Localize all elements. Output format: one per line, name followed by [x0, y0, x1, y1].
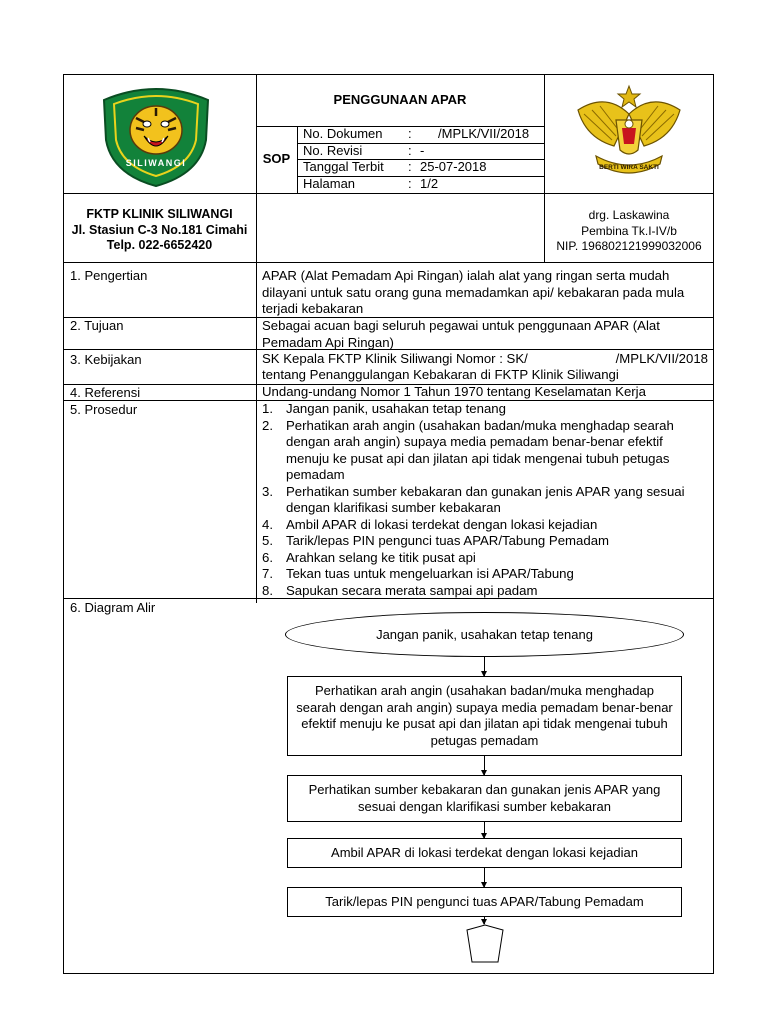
list-item: [262, 517, 702, 534]
meta-sep: :: [408, 159, 412, 174]
flow-step-text: Ambil APAR di lokasi terdekat dengan lokasi kejadian: [331, 844, 638, 860]
section-text-tujuan: Sebagai acuan bagi seluruh pegawai untuk penggunaan APAR (Alat Pemadam Api Ringan): [262, 318, 660, 350]
document-title: PENGGUNAAN APAR: [333, 92, 467, 107]
flow-step-box: [287, 838, 682, 868]
flow-arrow: [484, 868, 485, 887]
signatory-rank: Pembina Tk.I-IV/b: [581, 223, 677, 238]
flow-arrow: [484, 822, 485, 838]
flow-arrow: [484, 756, 485, 775]
signatory-name: drg. Laskawina: [588, 208, 670, 222]
list-item: [262, 566, 702, 583]
step-text: Arahkan selang ke titik pusat api: [286, 549, 476, 565]
step-text: Perhatikan arah angin (usahakan badan/muka menghadap searah dengan arah angin) supaya media pemadam benar-benar efektif menuju ke pusat api dan jilatan api tidak mengenai tubuh petugas pemadam: [286, 417, 674, 482]
step-number: 8.: [262, 582, 273, 598]
garuda-emblem-logo: [572, 84, 686, 182]
section-text-pengertian: APAR (Alat Pemadam Api Ringan) ialah alat yang ringan serta mudah dilayani untuk satu orang guna memadamkan api/ kebakaran pada mula terjadi kebakaran: [262, 268, 685, 316]
meta-label: Halaman: [303, 176, 356, 191]
meta-value: -: [420, 143, 425, 158]
flow-arrow: [484, 917, 485, 924]
institution-address: Jl. Stasiun C-3 No.181 Cimahi: [71, 222, 248, 237]
step-number: 7.: [262, 566, 273, 581]
meta-label: No. Dokumen: [303, 126, 383, 141]
step-text: Perhatikan sumber kebakaran dan gunakan jenis APAR yang sesuai dengan klarifikasi sumber kebakaran: [286, 483, 685, 515]
step-number: 1.: [262, 401, 273, 416]
section-text-kebijakan-line2: tentang Penanggulangan Kebakaran di FKTP Klinik Siliwangi: [262, 367, 619, 382]
flow-step-box: [287, 775, 682, 822]
garuda-emblem-text: BERTI WIRA SAKTI: [599, 164, 659, 171]
meta-row-revisi: [303, 143, 543, 159]
step-number: 3.: [262, 483, 273, 499]
section-text-referensi: Undang-undang Nomor 1 Tahun 1970 tentang Keselamatan Kerja: [262, 384, 646, 399]
list-item: [262, 418, 702, 484]
step-number: 4.: [262, 516, 273, 532]
meta-value: /MPLK/VII/2018: [438, 126, 530, 141]
step-text: Ambil APAR di lokasi terdekat dengan lokasi kejadian: [286, 516, 598, 532]
flow-step-text: Tarik/lepas PIN pengunci tuas APAR/Tabung Pemadam: [325, 893, 644, 909]
step-number: 5.: [262, 533, 273, 548]
flow-start-terminator: [285, 612, 684, 657]
siliwangi-logo: [100, 82, 212, 190]
flow-step-box: [287, 676, 682, 756]
section-label-prosedur: 5. Prosedur: [70, 402, 138, 417]
meta-value: 1/2: [420, 176, 439, 191]
list-item: [262, 533, 702, 550]
step-text: Tekan tuas untuk mengeluarkan isi APAR/Tabung: [286, 566, 574, 581]
institution-phone: Telp. 022-6652420: [106, 238, 213, 252]
sop-label: SOP: [262, 151, 291, 166]
flow-arrow: [484, 657, 485, 676]
kebijakan-sk-suffix: /MPLK/VII/2018: [615, 351, 708, 366]
row-divider: [63, 262, 714, 263]
step-text: Tarik/lepas PIN pengunci tuas APAR/Tabung Pemadam: [286, 533, 610, 548]
step-text: Sapukan secara merata sampai api padam: [286, 582, 538, 598]
section-label-diagram: 6. Diagram Alir: [70, 600, 156, 615]
step-number: 6.: [262, 549, 273, 565]
meta-sep: :: [408, 176, 412, 191]
section-label-kebijakan: 3. Kebijakan: [70, 352, 142, 367]
section-label-pengertian: 1. Pengertian: [70, 268, 148, 283]
flow-step-box: [287, 887, 682, 917]
section-text-kebijakan-line1: [262, 351, 708, 368]
institution-name: FKTP KLINIK SILIWANGI: [86, 207, 233, 221]
step-number: 2.: [262, 417, 273, 433]
prosedur-steps: [262, 401, 702, 599]
flow-step-text: Perhatikan arah angin (usahakan badan/muka menghadap searah dengan arah angin) supaya media pemadam benar-benar efektif menuju ke pusat api dan jilatan api tidak mengenai tubuh petugas pemadam: [296, 683, 673, 748]
institution-block: [63, 207, 256, 254]
meta-label: Tanggal Terbit: [303, 159, 384, 174]
off-page-connector: [466, 924, 504, 964]
meta-value: 25-07-2018: [420, 159, 487, 174]
meta-label: No. Revisi: [303, 143, 363, 158]
flow-step-text: Perhatikan sumber kebakaran dan gunakan jenis APAR yang sesuai dengan klarifikasi sumber kebakaran: [308, 782, 661, 814]
step-text: Jangan panik, usahakan tetap tenang: [286, 401, 506, 416]
meta-sep: :: [408, 126, 412, 141]
header-bottom-divider: [63, 193, 714, 194]
list-item: [262, 401, 702, 418]
kebijakan-sk-number: SK Kepala FKTP Klinik Siliwangi Nomor : SK/: [262, 351, 528, 366]
siliwangi-logo-text: SILIWANGI: [125, 158, 187, 168]
signatory-nip: NIP. 196802121999032006: [556, 239, 702, 253]
flow-start-text: Jangan panik, usahakan tetap tenang: [376, 627, 593, 642]
section-label-tujuan: 2. Tujuan: [70, 318, 124, 333]
meta-sep: :: [408, 143, 412, 158]
meta-row-halaman: [303, 176, 543, 193]
list-item: [262, 583, 702, 600]
list-item: [262, 484, 702, 517]
meta-row-dokumen: [303, 126, 543, 143]
list-item: [262, 550, 702, 567]
meta-row-tanggal: [303, 159, 543, 176]
signatory-block: [544, 208, 714, 255]
section-label-referensi: 4. Referensi: [70, 385, 141, 400]
